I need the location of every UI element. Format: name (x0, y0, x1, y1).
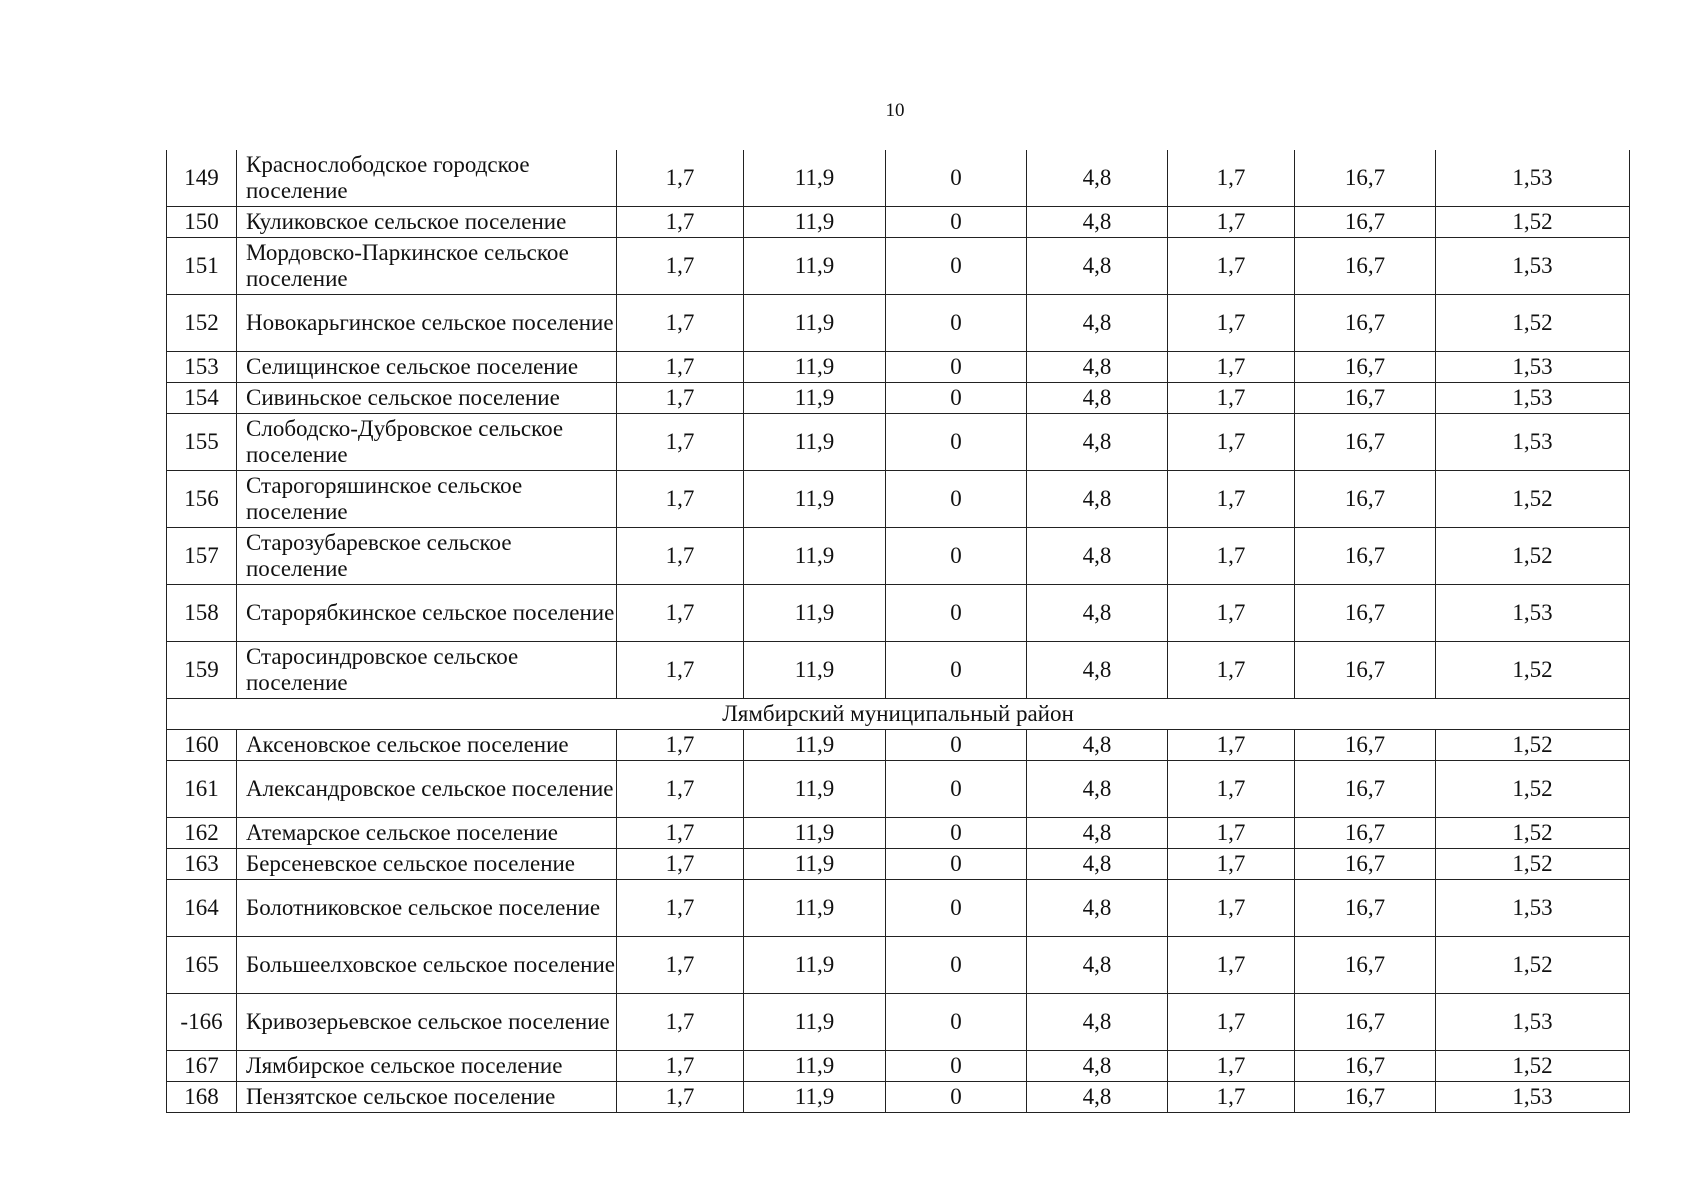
value-cell: 0 (886, 383, 1027, 414)
value-cell: 1,7 (617, 585, 744, 642)
value-cell: 1,7 (617, 383, 744, 414)
value-cell: 11,9 (744, 528, 886, 585)
table-row (167, 994, 1630, 1051)
value-cell: 0 (886, 352, 1027, 383)
value-cell: 0 (886, 937, 1027, 994)
value-cell: 1,7 (1168, 761, 1295, 818)
table-row (167, 585, 1630, 642)
value-cell: 1,7 (1168, 528, 1295, 585)
settlement-name: Старосиндровское сельское поселение (237, 642, 617, 699)
value-cell: 1,7 (617, 295, 744, 352)
table-row (167, 818, 1630, 849)
row-number: 160 (167, 730, 237, 761)
value-cell: 16,7 (1295, 1051, 1436, 1082)
row-number: 159 (167, 642, 237, 699)
value-cell: 4,8 (1027, 761, 1168, 818)
value-cell: 1,53 (1436, 1082, 1630, 1113)
value-cell: 0 (886, 585, 1027, 642)
value-cell: 16,7 (1295, 761, 1436, 818)
value-cell: 1,7 (617, 238, 744, 295)
value-cell: 1,52 (1436, 207, 1630, 238)
value-cell: 0 (886, 207, 1027, 238)
value-cell: 11,9 (744, 880, 886, 937)
value-cell: 1,7 (617, 642, 744, 699)
settlement-name: Старогоряшинское сельское поселение (237, 471, 617, 528)
value-cell: 1,7 (617, 937, 744, 994)
page-number: 10 (885, 100, 905, 121)
settlement-name: Атемарское сельское поселение (237, 818, 617, 849)
value-cell: 1,7 (617, 1051, 744, 1082)
row-number: -166 (167, 994, 237, 1051)
value-cell: 1,7 (1168, 352, 1295, 383)
settlement-name: Куликовское сельское поселение (237, 207, 617, 238)
value-cell: 11,9 (744, 207, 886, 238)
row-number: 164 (167, 880, 237, 937)
row-number: 162 (167, 818, 237, 849)
settlement-name: Сивиньское сельское поселение (237, 383, 617, 414)
value-cell: 1,52 (1436, 849, 1630, 880)
value-cell: 11,9 (744, 761, 886, 818)
value-cell: 1,52 (1436, 818, 1630, 849)
value-cell: 1,7 (617, 994, 744, 1051)
table-row (167, 352, 1630, 383)
value-cell: 4,8 (1027, 150, 1168, 207)
value-cell: 11,9 (744, 383, 886, 414)
value-cell: 16,7 (1295, 994, 1436, 1051)
value-cell: 11,9 (744, 730, 886, 761)
value-cell: 1,7 (1168, 730, 1295, 761)
row-number: 154 (167, 383, 237, 414)
row-number: 161 (167, 761, 237, 818)
row-number: 156 (167, 471, 237, 528)
value-cell: 4,8 (1027, 585, 1168, 642)
value-cell: 4,8 (1027, 994, 1168, 1051)
table-row (167, 295, 1630, 352)
value-cell: 4,8 (1027, 383, 1168, 414)
value-cell: 0 (886, 528, 1027, 585)
row-number: 165 (167, 937, 237, 994)
value-cell: 0 (886, 414, 1027, 471)
value-cell: 11,9 (744, 585, 886, 642)
value-cell: 1,7 (1168, 994, 1295, 1051)
value-cell: 0 (886, 761, 1027, 818)
value-cell: 1,7 (1168, 880, 1295, 937)
row-number: 150 (167, 207, 237, 238)
value-cell: 11,9 (744, 994, 886, 1051)
value-cell: 16,7 (1295, 352, 1436, 383)
table-row (167, 238, 1630, 295)
value-cell: 16,7 (1295, 295, 1436, 352)
value-cell: 0 (886, 1051, 1027, 1082)
value-cell: 0 (886, 730, 1027, 761)
row-number: 167 (167, 1051, 237, 1082)
value-cell: 0 (886, 1082, 1027, 1113)
value-cell: 1,53 (1436, 238, 1630, 295)
settlement-name: Пензятское сельское поселение (237, 1082, 617, 1113)
value-cell: 11,9 (744, 1051, 886, 1082)
settlement-name: Старозубаревское сельское поселение (237, 528, 617, 585)
table-row (167, 207, 1630, 238)
value-cell: 4,8 (1027, 528, 1168, 585)
value-cell: 1,53 (1436, 150, 1630, 207)
table-row (167, 937, 1630, 994)
value-cell: 4,8 (1027, 471, 1168, 528)
value-cell: 1,7 (1168, 471, 1295, 528)
value-cell: 1,7 (617, 352, 744, 383)
value-cell: 1,7 (617, 849, 744, 880)
section-title: Лямбирский муниципальный район (167, 699, 1630, 730)
value-cell: 1,7 (1168, 383, 1295, 414)
table-row (167, 471, 1630, 528)
value-cell: 16,7 (1295, 238, 1436, 295)
settlement-name: Мордовско-Паркинское сельское поселение (237, 238, 617, 295)
table-row (167, 730, 1630, 761)
value-cell: 1,7 (1168, 414, 1295, 471)
value-cell: 1,7 (1168, 295, 1295, 352)
value-cell: 4,8 (1027, 238, 1168, 295)
row-number: 155 (167, 414, 237, 471)
table-row (167, 642, 1630, 699)
value-cell: 11,9 (744, 937, 886, 994)
value-cell: 1,7 (617, 1082, 744, 1113)
value-cell: 1,52 (1436, 937, 1630, 994)
value-cell: 11,9 (744, 471, 886, 528)
value-cell: 11,9 (744, 414, 886, 471)
value-cell: 11,9 (744, 818, 886, 849)
value-cell: 1,7 (617, 471, 744, 528)
value-cell: 1,7 (1168, 207, 1295, 238)
value-cell: 1,52 (1436, 528, 1630, 585)
settlement-name: Старорябкинское сельское поселение (237, 585, 617, 642)
settlement-name: Селищинское сельское поселение (237, 352, 617, 383)
value-cell: 16,7 (1295, 1082, 1436, 1113)
value-cell: 1,7 (1168, 849, 1295, 880)
table-row (167, 414, 1630, 471)
value-cell: 1,7 (617, 880, 744, 937)
value-cell: 16,7 (1295, 818, 1436, 849)
settlement-name: Кривозерьевское сельское поселение (237, 994, 617, 1051)
settlement-name: Александровское сельское поселение (237, 761, 617, 818)
value-cell: 4,8 (1027, 1082, 1168, 1113)
value-cell: 1,53 (1436, 880, 1630, 937)
value-cell: 1,52 (1436, 1051, 1630, 1082)
value-cell: 4,8 (1027, 295, 1168, 352)
table-row (167, 150, 1630, 207)
settlement-name: Берсеневское сельское поселение (237, 849, 617, 880)
settlement-name: Аксеновское сельское поселение (237, 730, 617, 761)
value-cell: 16,7 (1295, 849, 1436, 880)
value-cell: 16,7 (1295, 383, 1436, 414)
value-cell: 4,8 (1027, 642, 1168, 699)
value-cell: 4,8 (1027, 1051, 1168, 1082)
row-number: 168 (167, 1082, 237, 1113)
value-cell: 4,8 (1027, 730, 1168, 761)
value-cell: 11,9 (744, 295, 886, 352)
value-cell: 1,7 (1168, 238, 1295, 295)
settlement-name: Большеелховское сельское поселение (237, 937, 617, 994)
row-number: 157 (167, 528, 237, 585)
value-cell: 1,7 (617, 414, 744, 471)
table-row (167, 1051, 1630, 1082)
table-row (167, 880, 1630, 937)
value-cell: 1,53 (1436, 994, 1630, 1051)
value-cell: 1,52 (1436, 642, 1630, 699)
table-row (167, 383, 1630, 414)
value-cell: 4,8 (1027, 818, 1168, 849)
row-number: 151 (167, 238, 237, 295)
value-cell: 16,7 (1295, 207, 1436, 238)
value-cell: 0 (886, 818, 1027, 849)
value-cell: 16,7 (1295, 150, 1436, 207)
value-cell: 0 (886, 880, 1027, 937)
value-cell: 0 (886, 295, 1027, 352)
value-cell: 1,7 (617, 207, 744, 238)
row-number: 153 (167, 352, 237, 383)
value-cell: 11,9 (744, 642, 886, 699)
value-cell: 1,7 (617, 730, 744, 761)
value-cell: 11,9 (744, 849, 886, 880)
value-cell: 16,7 (1295, 937, 1436, 994)
value-cell: 0 (886, 642, 1027, 699)
section-header-row (167, 699, 1630, 730)
value-cell: 1,7 (1168, 642, 1295, 699)
value-cell: 0 (886, 238, 1027, 295)
row-number: 158 (167, 585, 237, 642)
value-cell: 1,7 (617, 150, 744, 207)
table-row (167, 849, 1630, 880)
value-cell: 4,8 (1027, 352, 1168, 383)
value-cell: 1,52 (1436, 761, 1630, 818)
value-cell: 16,7 (1295, 642, 1436, 699)
settlement-name: Новокарьгинское сельское поселение (237, 295, 617, 352)
value-cell: 1,7 (1168, 937, 1295, 994)
settlement-name: Слободско-Дубровское сельское поселение (237, 414, 617, 471)
value-cell: 0 (886, 150, 1027, 207)
value-cell: 1,7 (1168, 1082, 1295, 1113)
row-number: 163 (167, 849, 237, 880)
data-table (166, 150, 1630, 1113)
value-cell: 1,52 (1436, 471, 1630, 528)
value-cell: 4,8 (1027, 880, 1168, 937)
value-cell: 16,7 (1295, 880, 1436, 937)
value-cell: 1,7 (617, 818, 744, 849)
table-row (167, 761, 1630, 818)
value-cell: 1,52 (1436, 730, 1630, 761)
value-cell: 1,53 (1436, 383, 1630, 414)
value-cell: 11,9 (744, 150, 886, 207)
value-cell: 16,7 (1295, 585, 1436, 642)
value-cell: 1,7 (1168, 150, 1295, 207)
value-cell: 1,7 (617, 761, 744, 818)
value-cell: 16,7 (1295, 471, 1436, 528)
value-cell: 4,8 (1027, 849, 1168, 880)
value-cell: 4,8 (1027, 414, 1168, 471)
value-cell: 1,52 (1436, 295, 1630, 352)
row-number: 152 (167, 295, 237, 352)
value-cell: 1,53 (1436, 414, 1630, 471)
value-cell: 1,53 (1436, 352, 1630, 383)
value-cell: 0 (886, 849, 1027, 880)
table-row (167, 528, 1630, 585)
value-cell: 1,7 (617, 528, 744, 585)
value-cell: 1,7 (1168, 585, 1295, 642)
value-cell: 4,8 (1027, 207, 1168, 238)
value-cell: 16,7 (1295, 528, 1436, 585)
value-cell: 11,9 (744, 352, 886, 383)
settlement-name: Лямбирское сельское поселение (237, 1051, 617, 1082)
settlement-name: Краснослободское городское поселение (237, 150, 617, 207)
value-cell: 16,7 (1295, 730, 1436, 761)
value-cell: 4,8 (1027, 937, 1168, 994)
settlement-name: Болотниковское сельское поселение (237, 880, 617, 937)
value-cell: 16,7 (1295, 414, 1436, 471)
value-cell: 1,7 (1168, 818, 1295, 849)
table-row (167, 1082, 1630, 1113)
value-cell: 11,9 (744, 238, 886, 295)
value-cell: 0 (886, 994, 1027, 1051)
value-cell: 1,7 (1168, 1051, 1295, 1082)
value-cell: 0 (886, 471, 1027, 528)
value-cell: 11,9 (744, 1082, 886, 1113)
value-cell: 1,53 (1436, 585, 1630, 642)
row-number: 149 (167, 150, 237, 207)
